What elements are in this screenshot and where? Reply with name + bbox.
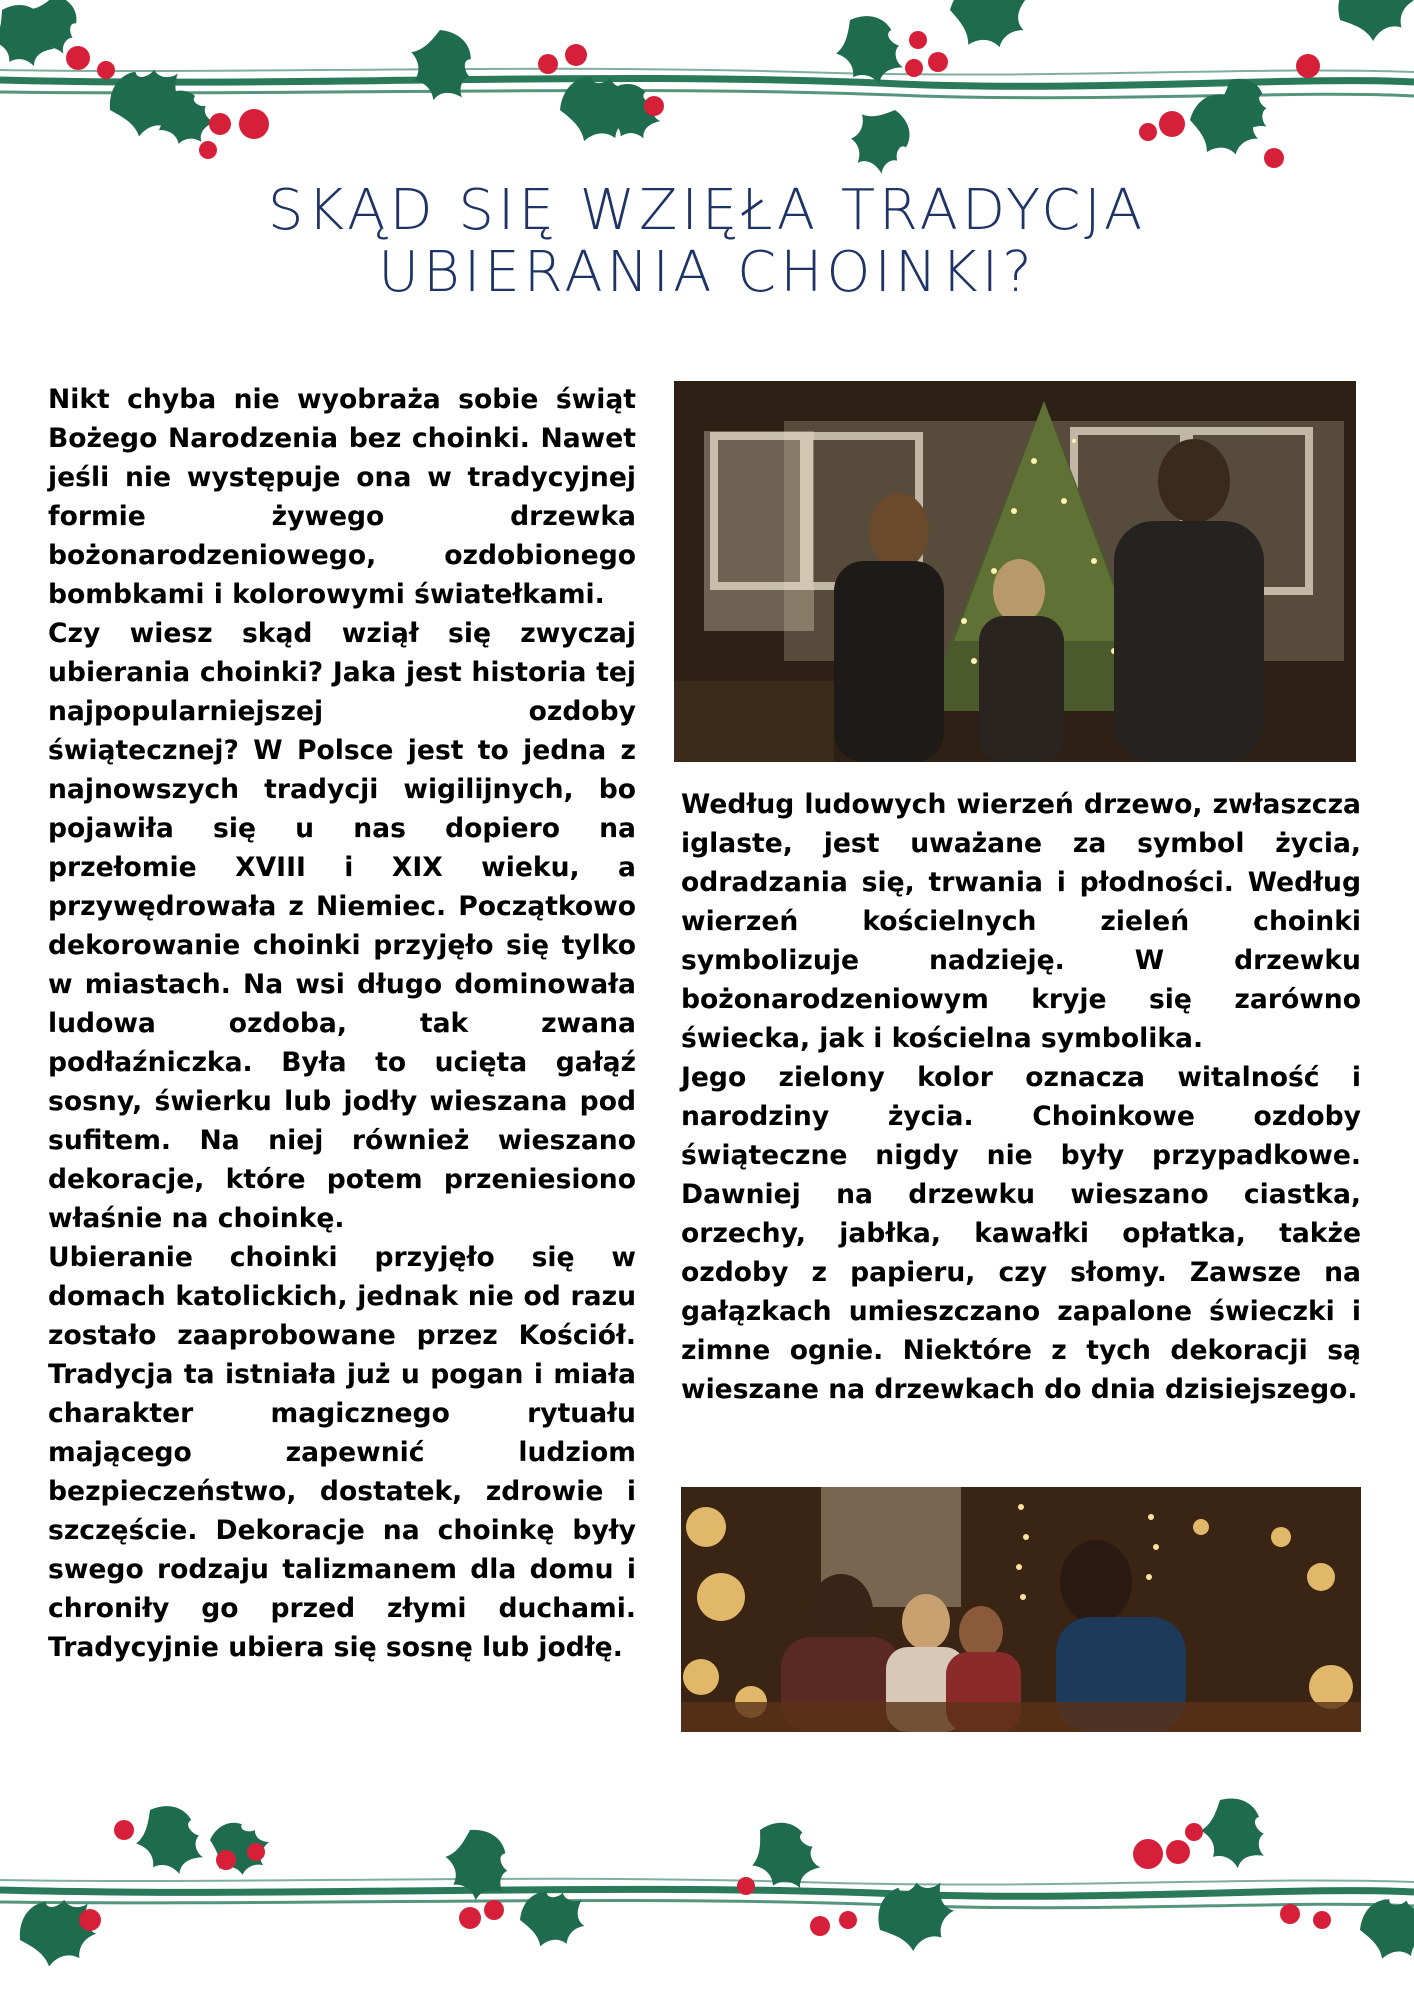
family-dinner-photo <box>681 1487 1361 1732</box>
right-column <box>681 785 1361 1409</box>
page-title: SKĄD SIĘ WZIĘŁA TRADYCJA UBIERANIA CHOINKI? <box>267 178 1147 305</box>
left-column <box>48 380 636 1667</box>
holly-garland-bottom <box>0 1790 1414 2000</box>
paragraph: Jego zielony kolor oznacza witalność i narodziny życia. Choinkowe ozdoby świąteczne nigdy nie były przypadkowe. Dawniej na drzewku wieszano ciastka, orzechy, jabłka, kawałki opłatka, także ozdoby z papieru, czy słomy. Zawsze na gałązkach umieszczano zapalone świeczki i zimne ognie. Niektóre z tych dekoracji są wieszane na drzewkach do dnia dzisiejszego. <box>681 1062 1361 1405</box>
holly-garland-top <box>0 0 1414 185</box>
paragraph: Nikt chyba nie wyobraża sobie świąt Bożego Narodzenia bez choinki. Nawet jeśli nie występuje ona w tradycyjnej formie żywego drzewka bożonarodzeniowego, ozdobionego bombkami i kolorowymi światełkami. <box>48 384 636 610</box>
family-christmas-tree-photo <box>674 381 1356 762</box>
paragraph: Ubieranie choinki przyjęło się w domach katolickich, jednak nie od razu zostało zaaprobowane przez Kościół. Tradycja ta istniała już u pogan i miała charakter magicznego rytuału mającego zapewnić ludziom bezpieczeństwo, dostatek, zdrowie i szczęście. Dekoracje na choinkę były swego rodzaju talizmanem dla domu i chroniły go przed złymi duchami. Tradycyjnie ubiera się sosnę lub jodłę. <box>48 1242 636 1663</box>
paragraph: Czy wiesz skąd wziął się zwyczaj ubierania choinki? Jaka jest historia tej najpopularniejszej ozdoby świątecznej? W Polsce jest to jedna z najnowszych tradycji wigilijnych, bo pojawiła się u nas dopiero na przełomie XVIII i XIX wieku, a przywędrowała z Niemiec. Początkowo dekorowanie choinki przyjęło się tylko w miastach. Na wsi długo dominowała ludowa ozdoba, tak zwana podłaźniczka. Była to ucięta gałąź sosny, świerku lub jodły wieszana pod sufitem. Na niej również wieszano dekoracje, które potem przeniesiono właśnie na choinkę. <box>48 618 636 1234</box>
paragraph: Według ludowych wierzeń drzewo, zwłaszcza iglaste, jest uważane za symbol życia, odradzania się, trwania i płodności. Według wierzeń kościelnych zieleń choinki symbolizuje nadzieję. W drzewku bożonarodzeniowym kryje się zarówno świecka, jak i kościelna symbolika. <box>681 789 1361 1054</box>
